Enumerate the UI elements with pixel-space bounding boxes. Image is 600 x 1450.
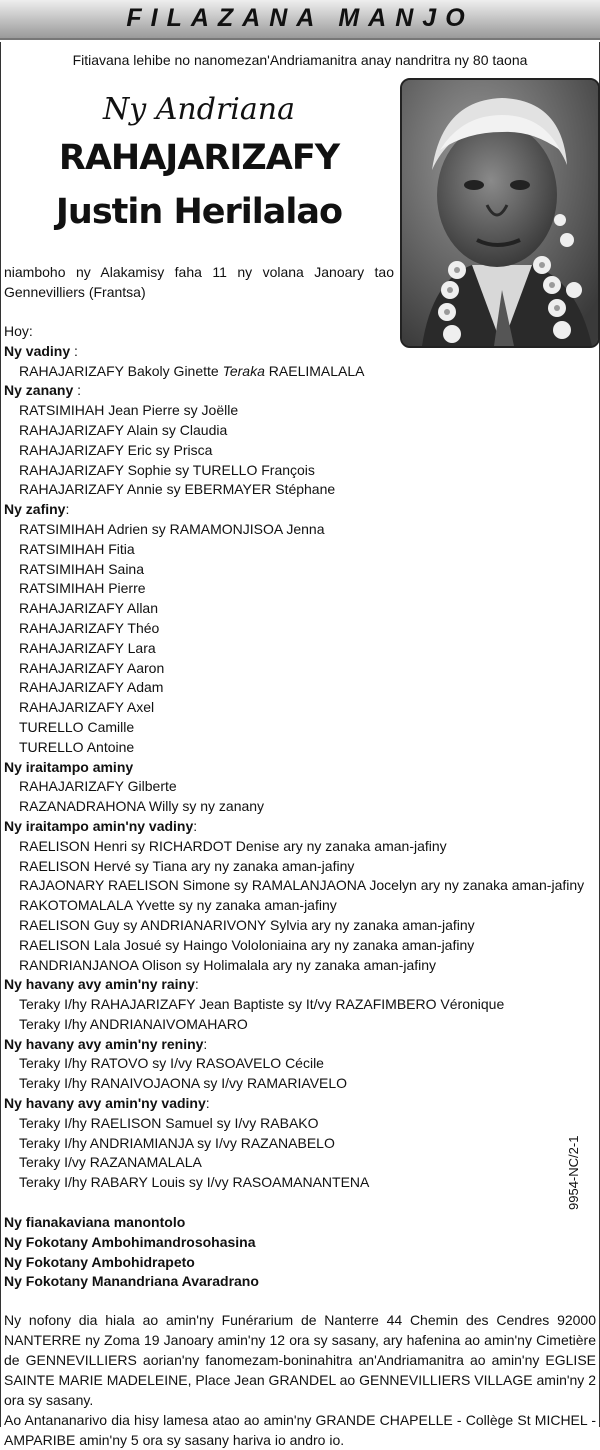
iraitampo-vadiny-item: RAELISON Hervé sy Tiana ary ny zanaka aman-jafiny <box>19 857 355 874</box>
zanany-item: RAHAJARIZAFY Alain sy Claudia <box>19 421 228 438</box>
havany-rainy-heading-line <box>4 975 594 995</box>
spacer <box>4 1193 594 1213</box>
portrait-photo <box>400 78 600 348</box>
havany-vadiny-heading-line <box>4 1094 594 1114</box>
havany-reniny-item: Teraky I/hy RATOVO sy I/vy RASOAVELO Cécile <box>19 1055 324 1072</box>
zafiny-item: RAHAJARIZAFY Aaron <box>19 659 165 676</box>
zanany-suffix: : <box>73 382 82 399</box>
honorific: Ny Andriana <box>103 92 295 127</box>
zafiny-item: RAHAJARIZAFY Axel <box>19 699 155 716</box>
zanany-list <box>4 401 594 500</box>
spouse-teraka: Teraka <box>222 362 265 379</box>
reference-code: 9954-NC/2-1 <box>566 1135 581 1210</box>
havany-vadiny-item: Teraky I/hy RABARY Louis sy I/vy RASOAMANANTENA <box>19 1174 370 1191</box>
havany-rainy-item: Teraky I/hy RAHAJARIZAFY Jean Baptiste sy It/vy RAZAFIMBERO Véronique <box>19 996 505 1013</box>
communities-list <box>4 1213 594 1292</box>
iraitampo-vadiny-item: RAELISON Lala Josué sy Haingo Vololoniaina ary ny zanaka aman-jafiny <box>19 936 475 953</box>
zanany-item: RAHAJARIZAFY Annie sy EBERMAYER Stéphane <box>19 481 336 498</box>
zafiny-heading: Ny zafiny <box>4 501 66 518</box>
spouse-maiden-name: RAELIMALALA <box>264 362 365 379</box>
iraitampo-vadiny-item: RANDRIANJANOA Olison sy Holimalala ary ny zanaka aman-jafiny <box>19 956 437 973</box>
havany-vadiny-item: Teraky I/hy ANDRIAMIANJA sy I/vy RAZANABELO <box>19 1134 335 1151</box>
vadiny-heading: Ny vadiny <box>4 342 71 359</box>
havany-reniny-item: Teraky I/hy RANAIVOJAONA sy I/vy RAMARIAVELO <box>19 1075 348 1092</box>
iraitampo-vadiny-item: RAELISON Guy sy ANDRIANARIVONY Sylvia ary ny zanaka aman-jafiny <box>19 916 475 933</box>
zafiny-list <box>4 520 594 758</box>
hoy-label: Hoy: <box>4 323 33 339</box>
havany-rainy-item: Teraky I/hy ANDRIANAIVOMAHARO <box>19 1015 248 1032</box>
vadiny-heading-line <box>4 342 594 362</box>
havany-rainy-suffix: : <box>194 976 199 993</box>
iraitampo-vadiny-heading-line <box>4 817 594 837</box>
zanany-item: RAHAJARIZAFY Eric sy Prisca <box>19 441 213 458</box>
banner-title: FILAZANA MANJO <box>126 4 474 32</box>
havany-reniny-suffix: : <box>203 1035 208 1052</box>
death-notice: niamboho ny Alakamisy faha 11 ny volana Janoary tao Gennevilliers (Frantsa) <box>4 264 394 300</box>
zafiny-item: RATSIMIHAH Adrien sy RAMAMONJISOA Jenna <box>19 520 325 537</box>
havany-vadiny-list <box>4 1114 594 1193</box>
zanany-heading: Ny zanany <box>4 382 74 399</box>
spouse-name-part: RAHAJARIZAFY Bakoly Ginette <box>19 362 223 379</box>
zafiny-item: RATSIMIHAH Pierre <box>19 580 146 597</box>
havany-reniny-heading: Ny havany avy amin'ny reniny <box>4 1035 204 1052</box>
havany-vadiny-heading: Ny havany avy amin'ny vadiny <box>4 1095 206 1112</box>
vadiny-suffix: : <box>70 342 78 359</box>
family-list <box>4 322 594 1292</box>
zanany-heading-line <box>4 381 594 401</box>
havany-reniny-list <box>4 1054 594 1094</box>
deceased-given-names: Justin Herilalao <box>55 192 343 232</box>
zanany-item: RAHAJARIZAFY Sophie sy TURELLO François <box>19 461 315 478</box>
final-paragraphs-item: Ao Antananarivo dia hisy lamesa atao ao amin'ny GRANDE CHAPELLE - Collège St MICHEL - AMPARIBE amin'ny 5 ora sy sasany hariva io andro io. <box>4 1412 596 1448</box>
zafiny-item: TURELLO Camille <box>19 718 135 735</box>
zanany-item: RATSIMIHAH Jean Pierre sy Joëlle <box>19 402 239 419</box>
havany-reniny-heading-line <box>4 1035 594 1055</box>
communities-item: Ny Fokotany Ambohidrapeto <box>4 1253 195 1270</box>
deceased-surname: RAHAJARIZAFY <box>58 138 340 178</box>
havany-rainy-list <box>4 995 594 1035</box>
zafiny-item: RATSIMIHAH Fitia <box>19 540 135 557</box>
havany-rainy-heading: Ny havany avy amin'ny rainy <box>4 976 195 993</box>
iraitampo-vadiny-suffix: : <box>193 817 198 834</box>
subtitle: Fitiavana lehibe no nanomezan'Andriamanitra anay nandritra ny 80 taona <box>72 52 528 68</box>
havany-vadiny-item: Teraky I/vy RAZANAMALALA <box>19 1154 202 1171</box>
communities-item: Ny Fokotany Ambohimandrosohasina <box>4 1233 256 1250</box>
havany-vadiny-item: Teraky I/hy RAELISON Samuel sy I/vy RABAKO <box>19 1114 319 1131</box>
communities-item: Ny Fokotany Manandriana Avaradrano <box>4 1273 259 1290</box>
iraitampo-vadiny-item: RAELISON Henri sy RICHARDOT Denise ary ny zanaka aman-jafiny <box>19 837 447 854</box>
zafiny-suffix: : <box>65 501 70 518</box>
iraitampo-list <box>4 777 594 817</box>
iraitampo-item: RAZANADRAHONA Willy sy ny zanany <box>19 798 265 815</box>
zafiny-item: RATSIMIHAH Saina <box>19 560 144 577</box>
zafiny-item: RAHAJARIZAFY Théo <box>19 619 160 636</box>
iraitampo-vadiny-item: RAJAONARY RAELISON Simone sy RAMALANJAONA Jocelyn ary ny zanaka aman-jafiny <box>19 877 585 894</box>
zafiny-heading-line <box>4 500 594 520</box>
final-paragraphs-item: Ny nofony dia hiala ao amin'ny Funérarium de Nanterre 44 Chemin des Cendres 92000 NANTERRE ny Zoma 19 Janoary amin'ny 12 ora sy sasany, ary hafenina ao amin'ny Cimetière de GENNEVILLIERS aorian'ny fanomezam-boninahitra an'Andriamanitra ao amin'ny EGLISE SAINTE MARIE MADELEINE, Place Jean GRANDEL ao GENNEVILLIERS VILLAGE amin'ny 2 ora sy sasany. <box>4 1312 596 1408</box>
zafiny-item: RAHAJARIZAFY Allan <box>19 600 159 617</box>
iraitampo-vadiny-heading: Ny iraitampo amin'ny vadiny <box>4 817 194 834</box>
iraitampo-heading-line <box>4 758 594 778</box>
iraitampo-vadiny-list <box>4 837 594 976</box>
zafiny-item: TURELLO Antoine <box>19 738 135 755</box>
communities-item: Ny fianakaviana manontolo <box>4 1214 186 1231</box>
header-banner <box>0 0 600 40</box>
iraitampo-heading: Ny iraitampo aminy <box>4 758 134 775</box>
iraitampo-vadiny-item: RAKOTOMALALA Yvette sy ny zanaka aman-jafiny <box>19 897 337 914</box>
portrait-illustration <box>402 80 598 346</box>
havany-vadiny-suffix: : <box>205 1095 210 1112</box>
iraitampo-item: RAHAJARIZAFY Gilberte <box>19 778 177 795</box>
spouse-name <box>4 362 594 382</box>
zafiny-item: RAHAJARIZAFY Lara <box>19 639 156 656</box>
zafiny-item: RAHAJARIZAFY Adam <box>19 679 164 696</box>
final-paragraphs <box>4 1310 596 1450</box>
